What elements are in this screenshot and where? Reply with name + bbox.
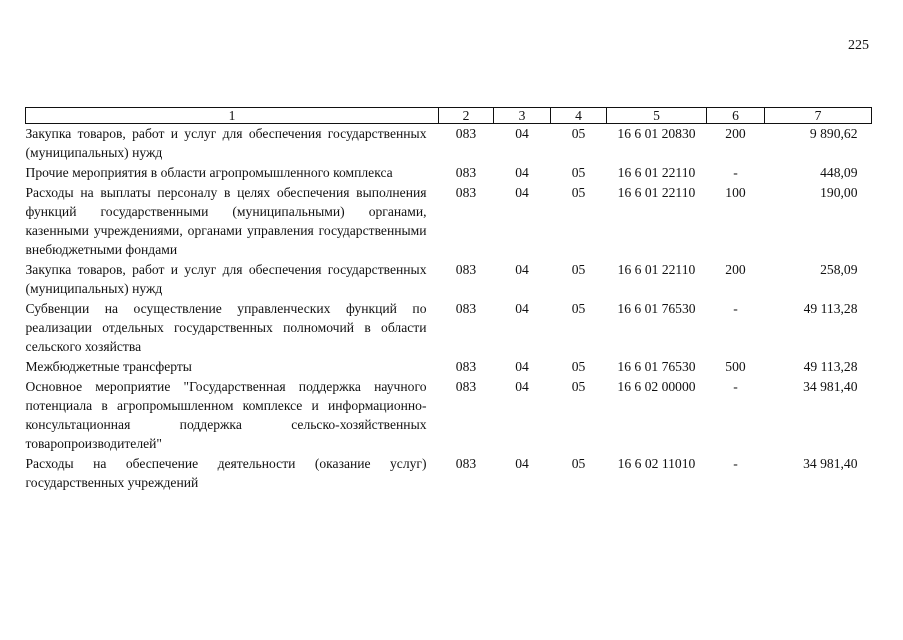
row-expense-type: - <box>733 379 738 394</box>
row-expense-type: - <box>733 301 738 316</box>
table-row <box>26 357 872 377</box>
row-ministry-code: 083 <box>455 262 477 277</box>
row-amount: 34 981,40 <box>803 379 858 394</box>
row-name: Основное мероприятие "Государственная поддержка научного потенциала в агропромышленном комплексе и информационно-консультационная поддержка сельско-хозяйственных товаропроизводителей" <box>25 379 427 451</box>
row-section: 04 <box>515 379 529 394</box>
row-target-article: 16 6 02 11010 <box>617 456 696 471</box>
row-amount: 9 890,62 <box>809 126 858 141</box>
row-name: Субвенции на осуществление управленческих функций по реализации отдельных государственных полномочий в области сельского хозяйства <box>25 301 427 354</box>
column-header-7: 7 <box>765 108 872 124</box>
row-section: 04 <box>515 456 529 471</box>
table-row <box>26 124 872 164</box>
row-name: Закупка товаров, работ и услуг для обеспечения государственных (муниципальных) нужд <box>25 126 427 160</box>
row-expense-type: - <box>733 165 738 180</box>
budget-table <box>25 107 872 493</box>
row-subsection: 05 <box>571 262 586 277</box>
row-expense-type: 500 <box>725 359 746 374</box>
row-subsection: 05 <box>571 456 586 471</box>
row-section: 04 <box>515 301 529 316</box>
row-section: 04 <box>515 185 529 200</box>
row-subsection: 05 <box>571 126 586 141</box>
row-name: Прочие мероприятия в области агропромышленного комплекса <box>25 165 393 180</box>
table-row <box>26 183 872 260</box>
row-target-article: 16 6 01 22110 <box>617 165 696 180</box>
row-ministry-code: 083 <box>455 379 477 394</box>
row-subsection: 05 <box>571 165 586 180</box>
table-row <box>26 299 872 357</box>
row-section: 04 <box>515 165 529 180</box>
row-target-article: 16 6 01 20830 <box>617 126 696 141</box>
row-ministry-code: 083 <box>455 165 477 180</box>
row-subsection: 05 <box>571 379 586 394</box>
row-subsection: 05 <box>571 301 586 316</box>
row-section: 04 <box>515 359 529 374</box>
row-expense-type: 200 <box>725 126 746 141</box>
header-row <box>26 108 872 124</box>
row-subsection: 05 <box>571 359 586 374</box>
row-ministry-code: 083 <box>455 126 477 141</box>
row-expense-type: 200 <box>725 262 746 277</box>
row-ministry-code: 083 <box>455 301 477 316</box>
row-target-article: 16 6 01 22110 <box>617 185 696 200</box>
row-target-article: 16 6 01 22110 <box>617 262 696 277</box>
row-ministry-code: 083 <box>455 359 477 374</box>
row-amount: 448,09 <box>820 165 858 180</box>
row-name: Межбюджетные трансферты <box>25 359 192 374</box>
row-expense-type: - <box>733 456 738 471</box>
row-amount: 49 113,28 <box>803 301 858 316</box>
page-number: 225 <box>848 38 869 53</box>
row-amount: 49 113,28 <box>803 359 858 374</box>
row-target-article: 16 6 01 76530 <box>617 359 696 374</box>
column-header-5: 5 <box>607 108 707 124</box>
row-name: Расходы на выплаты персоналу в целях обеспечения выполнения функций государственными (муниципальными) органами, казенными учреждениями, органами управления государственными внебюджетными фондами <box>25 185 427 257</box>
row-ministry-code: 083 <box>455 456 477 471</box>
column-header-4: 4 <box>551 108 607 124</box>
row-section: 04 <box>515 126 529 141</box>
row-amount: 190,00 <box>820 185 858 200</box>
table-row <box>26 454 872 493</box>
row-target-article: 16 6 01 76530 <box>617 301 696 316</box>
row-amount: 34 981,40 <box>803 456 858 471</box>
table-row <box>26 163 872 183</box>
row-section: 04 <box>515 262 529 277</box>
column-header-6: 6 <box>707 108 765 124</box>
column-header-3: 3 <box>494 108 551 124</box>
column-header-2: 2 <box>439 108 494 124</box>
row-name: Закупка товаров, работ и услуг для обеспечения государственных (муниципальных) нужд <box>25 262 427 296</box>
row-subsection: 05 <box>571 185 586 200</box>
row-target-article: 16 6 02 00000 <box>617 379 696 394</box>
row-name: Расходы на обеспечение деятельности (оказание услуг) государственных учреждений <box>25 456 427 490</box>
row-amount: 258,09 <box>820 262 858 277</box>
row-ministry-code: 083 <box>455 185 477 200</box>
table-row <box>26 260 872 299</box>
row-expense-type: 100 <box>725 185 746 200</box>
column-header-1: 1 <box>26 108 439 124</box>
table-row <box>26 377 872 454</box>
